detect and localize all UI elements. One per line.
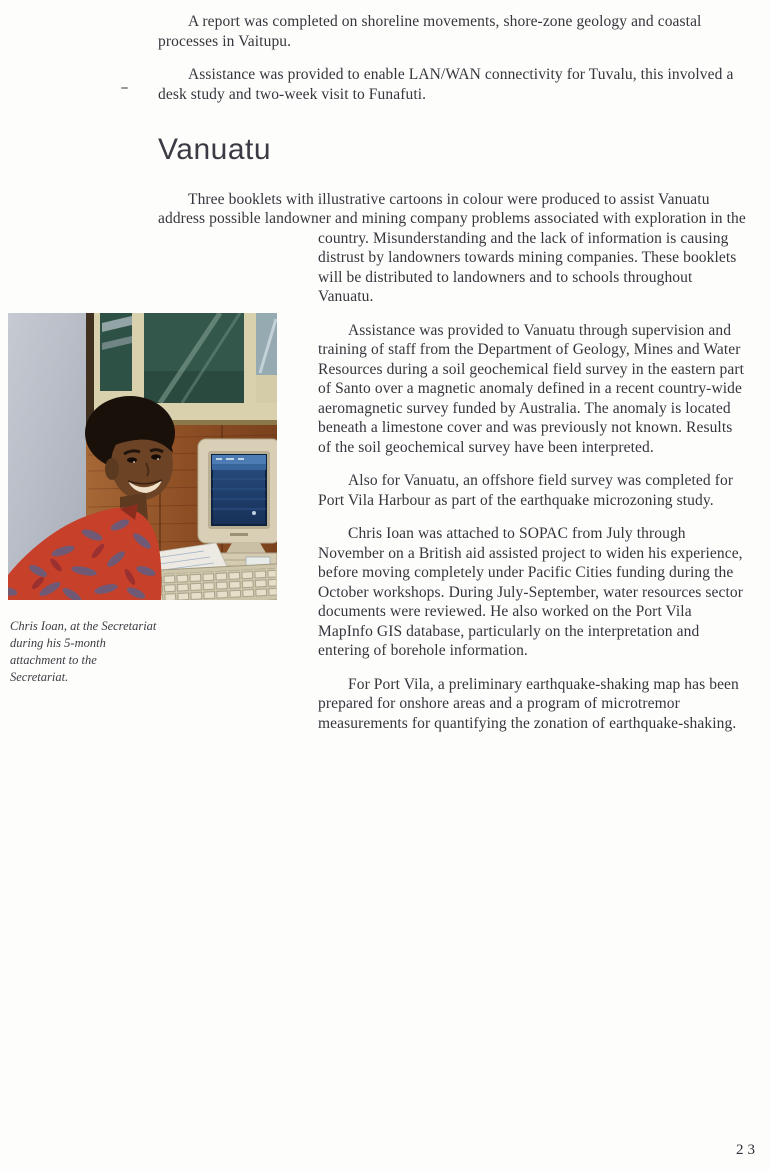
caption-line: Chris Ioan, at the Secretariat: [10, 619, 157, 633]
photo-illustration: [8, 313, 277, 600]
paragraph-tuvalu-lanwan: Assistance was provided to enable LAN/WAN connectivity for Tuvalu, this involved a desk study and two-week visit to Funafuti.: [158, 66, 734, 103]
caption-line: Secretariat.: [10, 670, 69, 684]
caption-line: attachment to the: [10, 653, 97, 667]
photo-caption: [10, 618, 175, 686]
paragraph-vaitupu-report: A report was completed on shoreline movements, shore-zone geology and coastal processes in Vaitupu.: [158, 13, 702, 50]
paragraph-geochemical-survey: Assistance was provided to Vanuatu through supervision and training of staff from the Department of Geology, Mines and Water Resources during a soil geochemical field survey in the eastern part of Santo over a magnetic anomaly defined in a recent country-wide aeromagnetic survey funded by Australia. The anomaly is located beneath a limestone cover and was previously not known. Results of the soil geochemical survey have been interpreted.: [318, 321, 745, 456]
photo-chris-ioan: [8, 313, 277, 600]
page-number: 23: [736, 1142, 759, 1158]
paragraph-booklets: Three booklets with illustrative cartoons in colour were produced to assist Vanuatu address possible landowner and mining company problems associated with exploration in the country. Misunderstanding and the lack of information is causing distrust by landowners towards mining companies. These booklets will be distributed to landowners and to schools throughout Vanuatu.: [158, 190, 746, 305]
scan-artifact-dash: [121, 87, 128, 89]
caption-line: during his 5-month: [10, 636, 106, 650]
section-heading-vanuatu: Vanuatu: [158, 133, 272, 166]
paragraph-chris-ioan: Chris Ioan was attached to SOPAC from July through November on a British aid assisted project to widen his experience, before moving completely under Pacific Cities funding during the October workshops. During July-September, water resources sector documents were reviewed. He also worked on the Port Vila MapInfo GIS database, particularly on the interpretation and entering of borehole information.: [318, 525, 744, 659]
paragraph-offshore-survey: Also for Vanuatu, an offshore field survey was completed for Port Vila Harbour as part of the earthquake microzoning study.: [318, 472, 734, 509]
paragraph-port-vila-map: For Port Vila, a preliminary earthquake-shaking map has been prepared for onshore areas and a program of microtremor measurements for quantifying the zonation of earthquake-shaking.: [318, 675, 739, 732]
